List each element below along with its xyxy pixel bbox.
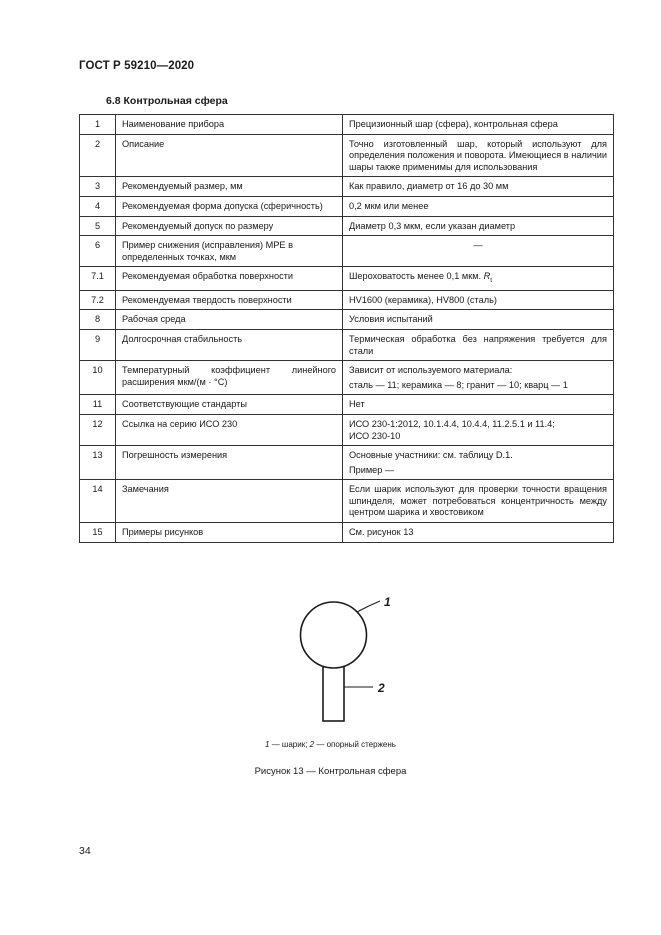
row-value <box>343 480 614 523</box>
page-number: 34 <box>79 845 91 857</box>
row-name: Рекомендуемая обработка поверхности <box>116 267 343 290</box>
value-line: сталь — 11; керамика — 8; гранит — 10; кварц — 1 <box>349 379 568 390</box>
row-name: Рекомендуемая форма допуска (сферичность) <box>116 196 343 216</box>
row-number: 4 <box>80 196 116 216</box>
row-name: Соответствующие стандарты <box>116 395 343 415</box>
table-row <box>80 216 614 236</box>
value-line: Нет <box>349 399 365 410</box>
row-name: Примеры рисунков <box>116 523 343 543</box>
row-name: Замечания <box>116 480 343 523</box>
row-number: 7.1 <box>80 267 116 290</box>
sphere-ball <box>301 602 367 668</box>
row-value <box>343 177 614 197</box>
row-name: Температурный коэффициент линейного расширения мкм/(м · °С) <box>116 361 343 395</box>
value-line: Условия испытаний <box>349 314 433 325</box>
row-value <box>343 267 614 290</box>
row-name: Рекомендуемый допуск по размеру <box>116 216 343 236</box>
row-value <box>343 523 614 543</box>
table-row <box>80 290 614 310</box>
figure-caption: Рисунок 13 — Контрольная сфера <box>254 766 407 777</box>
row-number: 13 <box>80 446 116 480</box>
row-name: Описание <box>116 134 343 177</box>
row-number: 3 <box>80 177 116 197</box>
row-number: 6 <box>80 236 116 267</box>
row-value <box>343 134 614 177</box>
row-value <box>343 196 614 216</box>
table-row <box>80 480 614 523</box>
figure-legend <box>0 740 661 749</box>
row-number: 5 <box>80 216 116 236</box>
value-line: См. рисунок 13 <box>349 527 414 538</box>
legend-text: — опорный стержень <box>314 740 396 749</box>
value-line: Зависит от используемого материала: <box>349 365 513 376</box>
document-id: ГОСТ Р 59210—2020 <box>79 60 195 72</box>
value-line: Прецизионный шар (сфера), контрольная сфера <box>349 119 558 129</box>
row-value <box>343 216 614 236</box>
table-row <box>80 310 614 330</box>
row-value <box>343 290 614 310</box>
row-number: 10 <box>80 361 116 395</box>
table-row <box>80 134 614 177</box>
value-line: Точно изготовленный шар, который используют для определения положения и поворота. Имеющиеся в наличии шары также применимы для использования <box>349 138 607 172</box>
table-row <box>80 446 614 480</box>
value-line: Термическая обработка без напряжения требуется для стали <box>349 333 607 356</box>
row-number: 15 <box>80 523 116 543</box>
value-text: Шероховатость менее 0,1 мкм. <box>349 271 484 282</box>
table-row <box>80 196 614 216</box>
row-name: Ссылка на серию ИСО 230 <box>116 414 343 445</box>
row-number: 2 <box>80 134 116 177</box>
legend-number: 2 <box>309 740 315 749</box>
callout-label-1: 1 <box>384 595 391 609</box>
table-row <box>80 236 614 267</box>
row-number: 7.2 <box>80 290 116 310</box>
callout-label-2: 2 <box>378 681 385 695</box>
row-name: Наименование прибора <box>116 115 343 135</box>
row-value <box>343 361 614 395</box>
row-number: 12 <box>80 414 116 445</box>
table-row <box>80 267 614 290</box>
value-line: HV1600 (керамика), HV800 (сталь) <box>349 294 497 305</box>
row-value <box>343 329 614 360</box>
legend-text: — шарик; <box>269 740 310 749</box>
row-name: Погрешность измерения <box>116 446 343 480</box>
value-line: 0,2 мкм или менее <box>349 200 429 211</box>
roughness-subscript: t <box>490 277 493 285</box>
value-line: Если шарик используют для проверки точности вращения шпинделя, может потребоваться концентричность между центром шарика и хвостовиком <box>349 484 607 518</box>
value-line: — <box>473 240 483 251</box>
row-number: 14 <box>80 480 116 523</box>
table-row <box>80 395 614 415</box>
row-number: 1 <box>80 115 116 135</box>
row-number: 8 <box>80 310 116 330</box>
table-row <box>80 414 614 445</box>
table-row <box>80 177 614 197</box>
row-value <box>343 414 614 445</box>
value-line: ИСО 230-10 <box>349 430 401 441</box>
legend-number: 1 <box>265 740 270 749</box>
table-row <box>80 523 614 543</box>
row-number: 11 <box>80 395 116 415</box>
row-name: Рабочая среда <box>116 310 343 330</box>
row-value <box>343 115 614 135</box>
row-value <box>343 236 614 267</box>
row-value <box>343 446 614 480</box>
row-value <box>343 395 614 415</box>
row-name: Пример снижения (исправления) МРЕ в определенных точках, мкм <box>116 236 343 267</box>
row-name: Рекомендуемый размер, мм <box>116 177 343 197</box>
roughness-symbol: R <box>483 271 491 282</box>
row-value <box>343 310 614 330</box>
table-row <box>80 115 614 135</box>
value-line: Диаметр 0,3 мкм, если указан диаметр <box>349 220 516 231</box>
value-line: ИСО 230-1:2012, 10.1.4.4, 10.4.4, 11.2.5.1 и 11.4; <box>349 418 555 429</box>
value-line: Основные участники: см. таблицу D.1. <box>349 450 513 461</box>
leader-line-1 <box>357 601 380 612</box>
row-name: Рекомендуемая твердость поверхности <box>116 290 343 310</box>
row-name: Долгосрочная стабильность <box>116 329 343 360</box>
section-title: 6.8 Контрольная сфера <box>106 95 228 107</box>
row-number: 9 <box>80 329 116 360</box>
table-row <box>80 329 614 360</box>
value-line: Как правило, диаметр от 16 до 30 мм <box>349 181 509 192</box>
value-line: Пример — <box>349 464 395 475</box>
table-row <box>80 361 614 395</box>
support-rod <box>323 666 344 721</box>
spec-table <box>79 114 614 543</box>
